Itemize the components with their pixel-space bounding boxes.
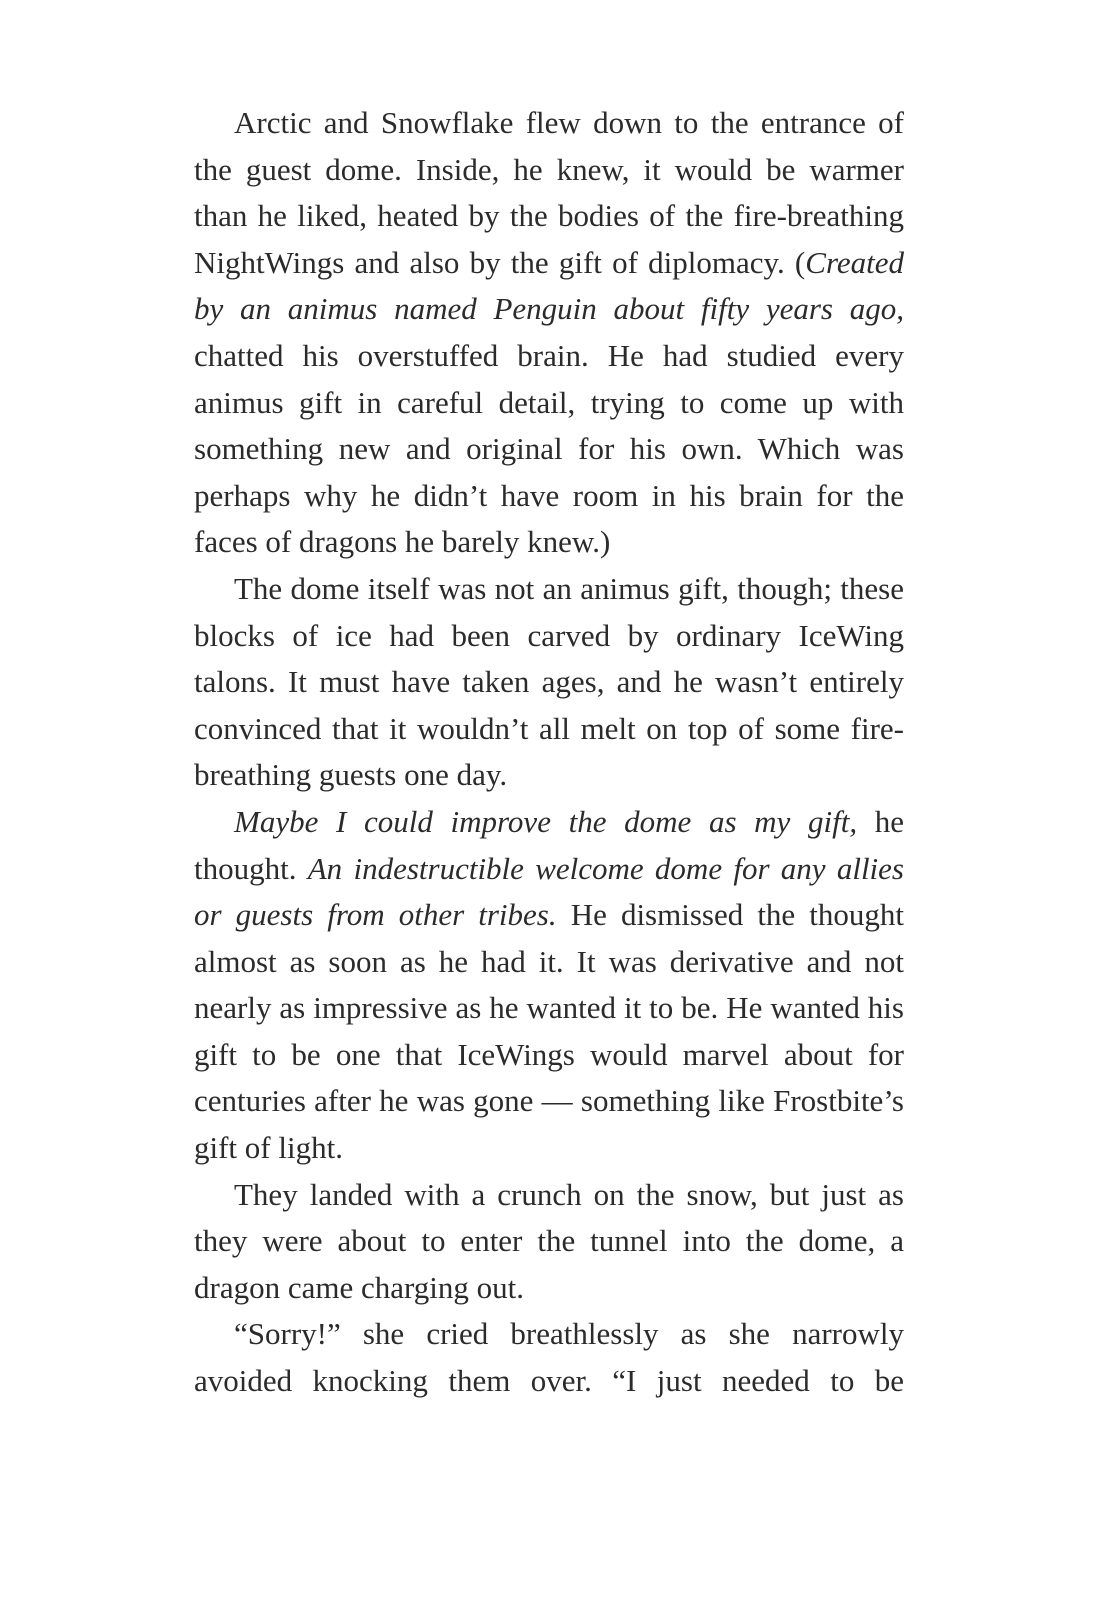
- paragraph: [194, 566, 904, 799]
- text-run: he thought.: [194, 803, 904, 886]
- text-run: They landed with a crunch on the snow, but just as they were about to enter the tunnel into the dome, a dragon came charging out.: [194, 1176, 904, 1305]
- paragraph: [194, 1311, 904, 1404]
- body-text: [194, 100, 904, 1405]
- text-run: He dismissed the thought almost as soon as he had it. It was derivative and not nearly as impressive as he wanted it to be. He wanted his gift to be one that IceWings would marvel about for centuries after he was gone — something like Frostbite’s gift of light.: [194, 897, 904, 1166]
- text-run: “Sorry!” she cried breathlessly as she narrowly avoided knocking them over. “I just needed to be: [194, 1316, 904, 1399]
- italic-text-run: Maybe I could improve the dome as my gift,: [234, 803, 858, 839]
- text-run: chatted his overstuffed brain. He had studied every animus gift in careful detail, trying to come up with something new and original for his own. Which was perhaps why he didn’t have room in his brain for the faces of dragons he barely knew.): [194, 337, 904, 560]
- paragraph: [194, 799, 904, 1172]
- text-run: Arctic and Snowflake flew down to the entrance of the guest dome. Inside, he knew, it would be warmer than he liked, heated by the bodies of the fire-breathing NightWings and also by the gift of diplomacy. (: [194, 105, 904, 280]
- paragraph: [194, 1172, 904, 1312]
- text-run: The dome itself was not an animus gift, though; these blocks of ice had been carved by ordinary IceWing talons. It must have taken ages, and he wasn’t entirely convinced that it wouldn’t all melt on top of some fire-breathing guests one day.: [194, 570, 904, 793]
- italic-text-run: Created by an animus named Penguin about fifty years ago,: [194, 244, 904, 327]
- italic-text-run: An indestructible welcome dome for any allies or guests from other tribes.: [194, 850, 904, 933]
- paragraph: [194, 100, 904, 566]
